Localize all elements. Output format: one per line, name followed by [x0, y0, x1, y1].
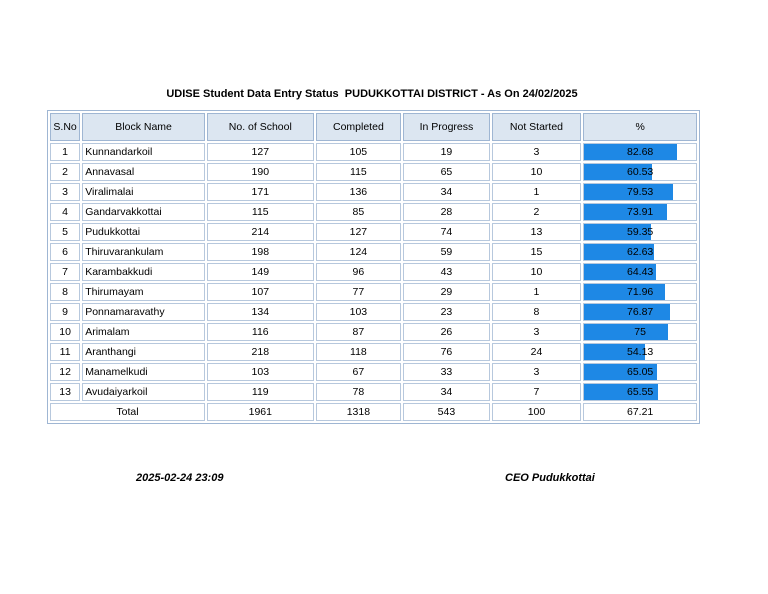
cell-percent: [583, 143, 697, 161]
cell-block-name: Manamelkudi: [82, 363, 205, 381]
cell-block-name: Pudukkottai: [82, 223, 205, 241]
cell-percent: [583, 263, 697, 281]
cell-not-started: 3: [492, 143, 582, 161]
report-title: UDISE Student Data Entry Status PUDUKKOTTAI DISTRICT - As On 24/02/2025: [166, 88, 578, 100]
percent-value: 75: [634, 326, 646, 338]
cell-sno: 9: [50, 303, 80, 321]
cell-sno: 2: [50, 163, 80, 181]
cell-in-progress: 59: [403, 243, 490, 261]
cell-no-of-school: 198: [207, 243, 314, 261]
header-completed: Completed: [316, 113, 402, 141]
total-percent: 67.21: [583, 403, 697, 421]
cell-in-progress: 28: [403, 203, 490, 221]
percent-value: 73.91: [626, 206, 654, 218]
cell-in-progress: 23: [403, 303, 490, 321]
cell-no-of-school: 214: [207, 223, 314, 241]
cell-sno: 6: [50, 243, 80, 261]
cell-completed: 127: [316, 223, 402, 241]
cell-in-progress: 34: [403, 383, 490, 401]
cell-completed: 85: [316, 203, 402, 221]
table-row: [50, 263, 697, 281]
cell-in-progress: 65: [403, 163, 490, 181]
cell-in-progress: 34: [403, 183, 490, 201]
cell-completed: 136: [316, 183, 402, 201]
total-schools: 1961: [207, 403, 314, 421]
cell-sno: 1: [50, 143, 80, 161]
cell-completed: 124: [316, 243, 402, 261]
cell-no-of-school: 119: [207, 383, 314, 401]
table-row: [50, 383, 697, 401]
percent-data-bar: [584, 324, 668, 340]
cell-percent: [583, 303, 697, 321]
total-in-progress: 543: [403, 403, 490, 421]
table-row: [50, 183, 697, 201]
cell-percent: [583, 383, 697, 401]
cell-percent: [583, 183, 697, 201]
cell-percent: [583, 363, 697, 381]
cell-block-name: Annavasal: [82, 163, 205, 181]
percent-data-bar: [584, 204, 667, 220]
cell-no-of-school: 134: [207, 303, 314, 321]
percent-value: 54.13: [626, 346, 654, 358]
report-datetime: 2025-02-24 23:09: [136, 472, 224, 484]
cell-not-started: 7: [492, 383, 582, 401]
cell-completed: 115: [316, 163, 402, 181]
cell-not-started: 8: [492, 303, 582, 321]
table-row: [50, 223, 697, 241]
cell-completed: 67: [316, 363, 402, 381]
cell-completed: 96: [316, 263, 402, 281]
status-table: [47, 110, 700, 424]
cell-in-progress: 26: [403, 323, 490, 341]
cell-sno: 12: [50, 363, 80, 381]
cell-not-started: 13: [492, 223, 582, 241]
cell-sno: 13: [50, 383, 80, 401]
cell-completed: 78: [316, 383, 402, 401]
cell-sno: 7: [50, 263, 80, 281]
header-row: [50, 113, 697, 141]
cell-no-of-school: 171: [207, 183, 314, 201]
cell-no-of-school: 218: [207, 343, 314, 361]
cell-not-started: 10: [492, 163, 582, 181]
percent-value: 59.35: [626, 226, 654, 238]
cell-not-started: 2: [492, 203, 582, 221]
cell-block-name: Aranthangi: [82, 343, 205, 361]
cell-block-name: Ponnamaravathy: [82, 303, 205, 321]
cell-sno: 11: [50, 343, 80, 361]
cell-sno: 4: [50, 203, 80, 221]
table-row: [50, 303, 697, 321]
cell-in-progress: 29: [403, 283, 490, 301]
cell-completed: 77: [316, 283, 402, 301]
cell-not-started: 15: [492, 243, 582, 261]
cell-no-of-school: 116: [207, 323, 314, 341]
percent-value: 65.05: [626, 366, 654, 378]
percent-value: 60.53: [626, 166, 654, 178]
percent-value: 65.55: [626, 386, 654, 398]
total-completed: 1318: [316, 403, 402, 421]
cell-no-of-school: 149: [207, 263, 314, 281]
table-row: [50, 343, 697, 361]
cell-block-name: Avudaiyarkoil: [82, 383, 205, 401]
percent-value: 82.68: [626, 146, 654, 158]
cell-no-of-school: 127: [207, 143, 314, 161]
table-row: [50, 283, 697, 301]
header-percent: %: [583, 113, 697, 141]
cell-block-name: Viralimalai: [82, 183, 205, 201]
cell-in-progress: 76: [403, 343, 490, 361]
cell-percent: [583, 343, 697, 361]
cell-percent: [583, 323, 697, 341]
cell-block-name: Thiruvarankulam: [82, 243, 205, 261]
cell-block-name: Gandarvakkottai: [82, 203, 205, 221]
cell-percent: [583, 203, 697, 221]
table-row: [50, 323, 697, 341]
cell-not-started: 24: [492, 343, 582, 361]
cell-sno: 10: [50, 323, 80, 341]
cell-in-progress: 33: [403, 363, 490, 381]
cell-no-of-school: 115: [207, 203, 314, 221]
cell-not-started: 1: [492, 283, 582, 301]
cell-percent: [583, 223, 697, 241]
cell-completed: 103: [316, 303, 402, 321]
cell-percent: [583, 163, 697, 181]
cell-completed: 87: [316, 323, 402, 341]
header-not-started: Not Started: [492, 113, 582, 141]
header-no-of-school: No. of School: [207, 113, 314, 141]
cell-in-progress: 19: [403, 143, 490, 161]
cell-in-progress: 74: [403, 223, 490, 241]
cell-percent: [583, 283, 697, 301]
cell-completed: 118: [316, 343, 402, 361]
cell-sno: 3: [50, 183, 80, 201]
cell-block-name: Arimalam: [82, 323, 205, 341]
total-row: [50, 403, 697, 421]
table-row: [50, 363, 697, 381]
table-row: [50, 143, 697, 161]
cell-not-started: 10: [492, 263, 582, 281]
cell-no-of-school: 190: [207, 163, 314, 181]
cell-no-of-school: 103: [207, 363, 314, 381]
cell-not-started: 3: [492, 363, 582, 381]
table-row: [50, 163, 697, 181]
cell-block-name: Kunnandarkoil: [82, 143, 205, 161]
table-body: [50, 143, 697, 401]
cell-block-name: Thirumayam: [82, 283, 205, 301]
cell-in-progress: 43: [403, 263, 490, 281]
percent-value: 71.96: [626, 286, 654, 298]
cell-not-started: 3: [492, 323, 582, 341]
header-sno: S.No: [50, 113, 80, 141]
cell-block-name: Karambakkudi: [82, 263, 205, 281]
table-row: [50, 203, 697, 221]
header-block-name: Block Name: [82, 113, 205, 141]
cell-completed: 105: [316, 143, 402, 161]
percent-value: 79.53: [626, 186, 654, 198]
cell-sno: 5: [50, 223, 80, 241]
report-signature: CEO Pudukkottai: [505, 472, 595, 484]
total-not-started: 100: [492, 403, 582, 421]
table-row: [50, 243, 697, 261]
header-in-progress: In Progress: [403, 113, 490, 141]
total-label: Total: [50, 403, 205, 421]
cell-percent: [583, 243, 697, 261]
cell-not-started: 1: [492, 183, 582, 201]
cell-no-of-school: 107: [207, 283, 314, 301]
cell-sno: 8: [50, 283, 80, 301]
percent-value: 62.63: [626, 246, 654, 258]
percent-value: 64.43: [626, 266, 654, 278]
percent-value: 76.87: [626, 306, 654, 318]
